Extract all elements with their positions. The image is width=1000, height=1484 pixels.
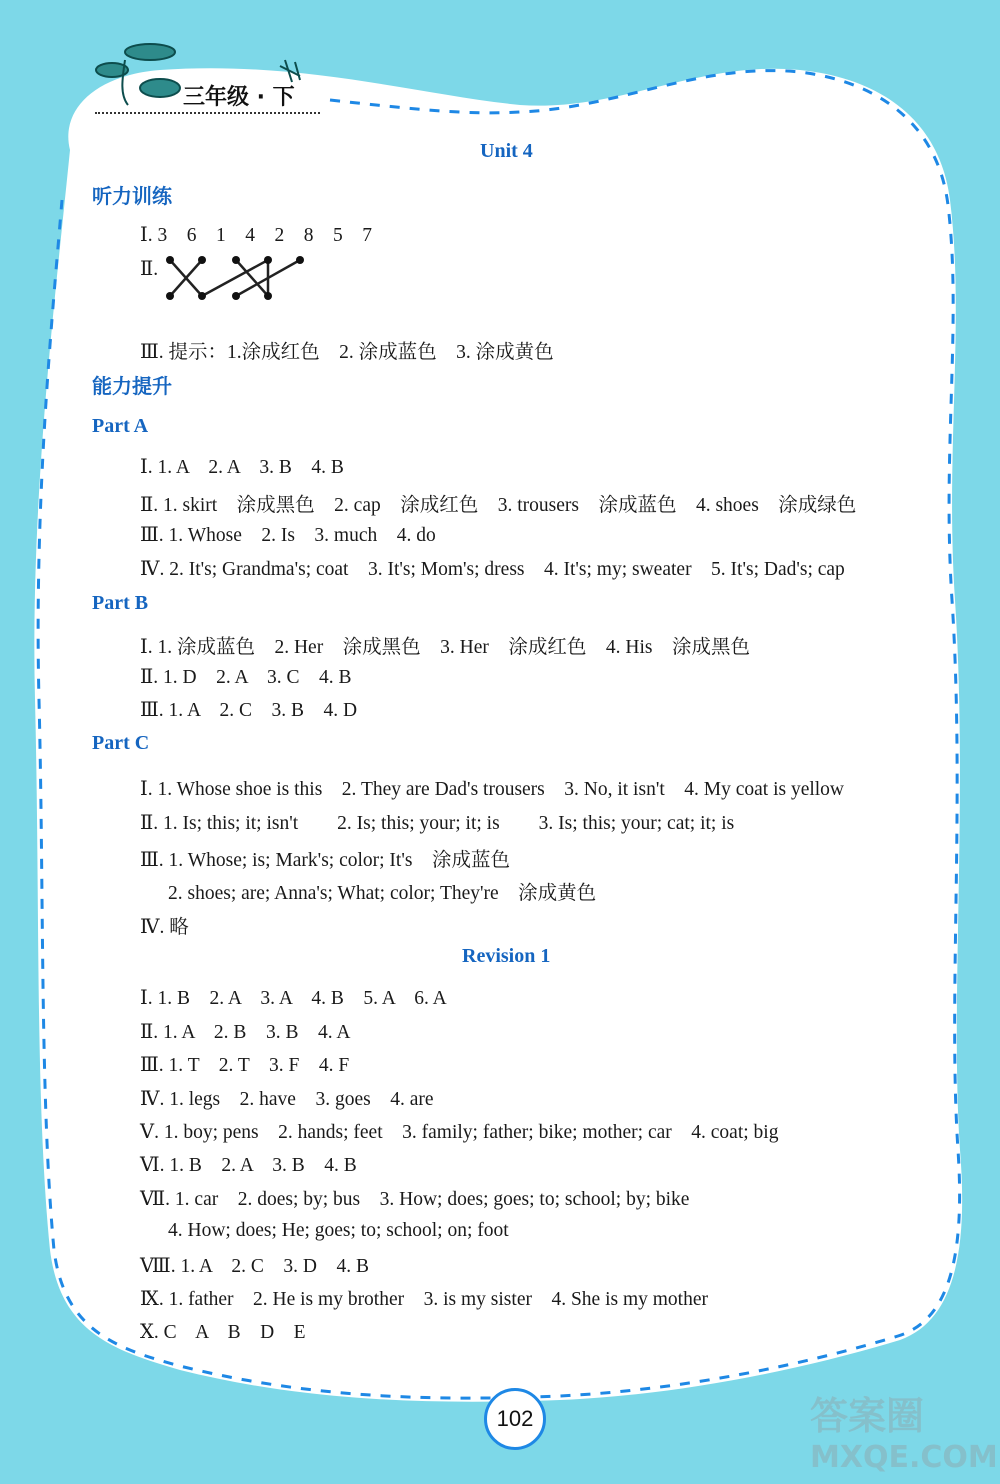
watermark-line: MXQE.COM — [810, 1440, 998, 1475]
answer-line: Ⅲ. 1. Whose; is; Mark's; color; It's 涂成蓝色 — [140, 850, 510, 871]
answer-line: Ⅲ. 1. A 2. C 3. B 4. D — [140, 700, 358, 721]
answer-line: Ⅴ. 1. boy; pens 2. hands; feet 3. family; father; bike; mother; car 4. coat; big — [140, 1122, 779, 1143]
watermark-logo — [810, 1395, 998, 1479]
answer-line: Ⅸ. 1. father 2. He is my brother 3. is my sister 4. She is my mother — [140, 1289, 708, 1310]
matching-diagram — [160, 252, 310, 304]
header-divider — [95, 112, 320, 114]
answer-line: 4. How; does; He; goes; to; school; on; foot — [168, 1220, 509, 1241]
answer-line: Ⅱ. 1. Is; this; it; isn't 2. Is; this; your; it; is 3. Is; this; your; cat; it; is — [140, 813, 735, 834]
page-number: 102 — [484, 1388, 546, 1450]
answer-line: Ⅱ. 1. D 2. A 3. C 4. B — [140, 667, 352, 688]
grade-label: 三年级 · 下 — [183, 85, 295, 110]
answer-line: Ⅲ. 提示：1.涂成红色 2. 涂成蓝色 3. 涂成黄色 — [140, 342, 554, 363]
answer-line: Ⅳ. 1. legs 2. have 3. goes 4. are — [140, 1089, 434, 1110]
answer-line: Ⅰ. 1. B 2. A 3. A 4. B 5. A 6. A — [140, 988, 447, 1009]
answer-line: Ⅳ. 略 — [140, 917, 189, 938]
answer-line: Ⅱ. 1. A 2. B 3. B 4. A — [140, 1022, 351, 1043]
answer-line: Ⅳ. 2. It's; Grandma's; coat 3. It's; Mom's; dress 4. It's; my; sweater 5. It's; Dad's; cap — [140, 559, 845, 580]
part-c-title: Part C — [92, 732, 150, 754]
part-a-title: Part A — [92, 415, 149, 437]
watermark-line: 答案圈 — [810, 1394, 925, 1438]
answer-line: Ⅲ. 1. Whose 2. Is 3. much 4. do — [140, 525, 436, 546]
revision-title: Revision 1 — [462, 945, 551, 967]
answer-line: Ⅷ. 1. A 2. C 3. D 4. B — [140, 1256, 369, 1277]
answer-line: Ⅶ. 1. car 2. does; by; bus 3. How; does; goes; to; school; by; bike — [140, 1189, 690, 1210]
answer-line: Ⅱ. — [140, 259, 159, 280]
answer-line: Ⅲ. 1. T 2. T 3. F 4. F — [140, 1055, 350, 1076]
section-heading-ability: 能力提升 — [92, 374, 172, 398]
answer-line: Ⅰ. 1. A 2. A 3. B 4. B — [140, 457, 344, 478]
answer-line: Ⅰ. 1. 涂成蓝色 2. Her 涂成黑色 3. Her 涂成红色 4. His 涂成黑色 — [140, 637, 751, 658]
answer-line: Ⅱ. 1. skirt 涂成黑色 2. cap 涂成红色 3. trousers 涂成蓝色 4. shoes 涂成绿色 — [140, 495, 857, 516]
unit-title: Unit 4 — [480, 140, 533, 162]
answer-line: Ⅹ. C A B D E — [140, 1322, 306, 1343]
answer-line: Ⅰ. 1. Whose shoe is this 2. They are Dad's trousers 3. No, it isn't 4. My coat is yellow — [140, 779, 845, 800]
answer-line: Ⅰ. 3 6 1 4 2 8 5 7 — [140, 225, 372, 246]
section-heading-listening: 听力训练 — [92, 184, 172, 208]
part-b-title: Part B — [92, 592, 149, 614]
answer-line: 2. shoes; are; Anna's; What; color; They're 涂成黄色 — [168, 883, 597, 904]
answer-line: Ⅵ. 1. B 2. A 3. B 4. B — [140, 1155, 357, 1176]
